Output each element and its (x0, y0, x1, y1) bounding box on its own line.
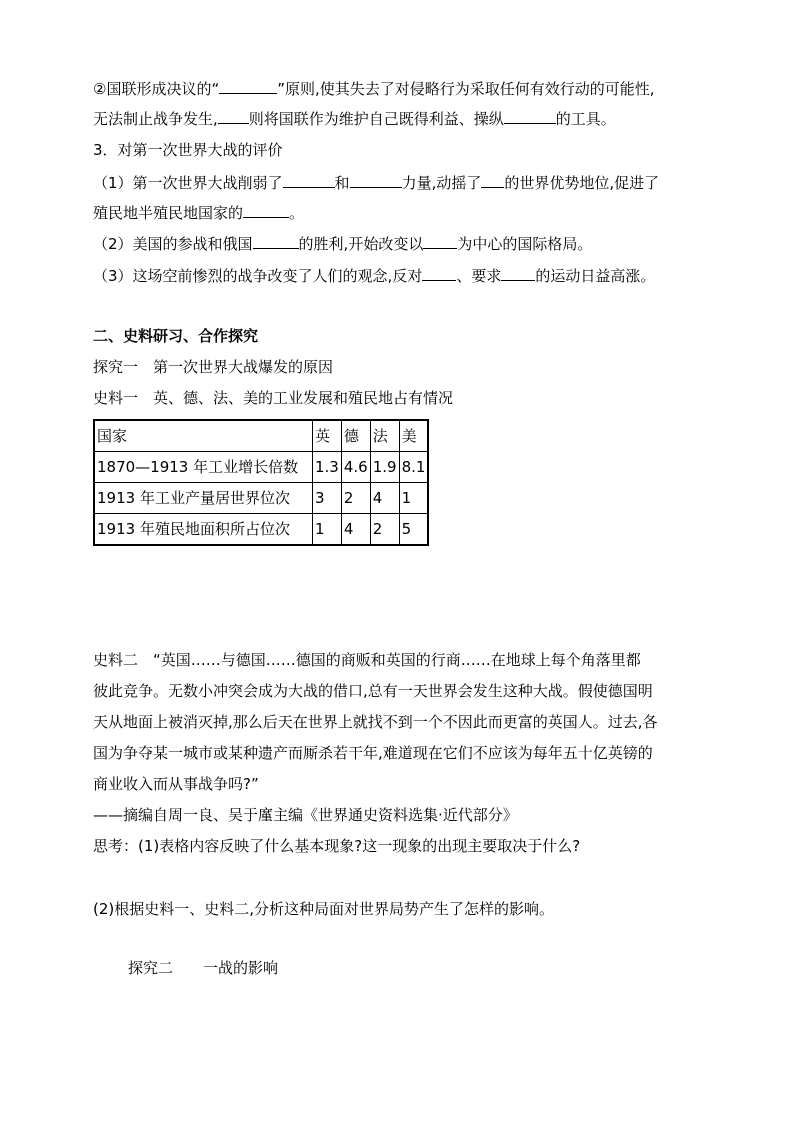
fill-blank[interactable] (504, 109, 556, 124)
text-segment: 的工具。 (555, 110, 616, 128)
fill-blank[interactable] (422, 266, 456, 281)
text-segment: 。 (289, 204, 305, 222)
text-segment: ”原则,使其失去了对侵略行为采取任何有效行动的可能性, (277, 80, 655, 98)
fill-blank[interactable] (219, 79, 277, 94)
fill-blank[interactable] (283, 173, 335, 188)
fill-blank[interactable] (423, 234, 457, 249)
table-cell: 4 (370, 483, 399, 514)
text-segment: 为中心的国际格局。 (457, 235, 593, 253)
text-segment: 力量,动摇了 (401, 174, 482, 192)
section-heading: 3．对第一次世界大战的评价 (93, 141, 283, 159)
citation: ——摘编自周一良、吴于廑主编《世界通史资料选集·近代部分》 (93, 806, 518, 824)
table-row-label: 1913 年殖民地面积所占位次 (94, 514, 313, 546)
text-segment: 殖民地半殖民地国家的 (93, 204, 244, 222)
table-cell: 2 (341, 483, 370, 514)
question: (2)根据史料一、史料二,分析这种局面对世界局势产生了怎样的影响。 (93, 900, 555, 918)
table-cell: 8.1 (399, 452, 428, 483)
table-header-row (94, 420, 428, 452)
source-text-line: 天从地面上被消灭掉,那么后天在世界上就找不到一个不因此而更富的英国人。过去,各 (93, 713, 658, 731)
text-segment: 、要求 (456, 267, 502, 285)
inquiry-heading: 探究二 一战的影响 (128, 959, 279, 977)
source-text-line: 彼此竞争。无数小冲突会成为大战的借口,总有一天世界会发生这种大战。假使德国明 (93, 682, 653, 700)
table-cell: 1.9 (370, 452, 399, 483)
fill-blank[interactable] (243, 203, 289, 218)
text-segment: （2）美国的参战和俄国 (93, 235, 253, 253)
fill-blank[interactable] (501, 266, 535, 281)
text-line (93, 266, 655, 286)
text-line (93, 173, 659, 193)
table-row-label: 1870—1913 年工业增长倍数 (94, 452, 313, 483)
fill-blank[interactable] (350, 173, 402, 188)
question: 思考：(1)表格内容反映了什么基本现象?这一现象的出现主要取决于什么? (93, 837, 581, 855)
data-table (93, 419, 429, 546)
table-header-cell: 美 (399, 420, 428, 452)
source-text-line: 史料二 “英国……与德国……德国的商贩和英国的行商……在地球上每个角落里都 (93, 651, 641, 669)
text-segment: 则将国联作为维护自己既得利益、操纵 (248, 110, 504, 128)
text-segment: 和 (334, 174, 350, 192)
text-line (93, 79, 655, 99)
table-cell: 4 (341, 514, 370, 546)
fill-blank[interactable] (218, 109, 249, 124)
text-segment: ②国联形成决议的“ (93, 80, 220, 98)
table-header-cell: 英 (313, 420, 342, 452)
table-cell: 2 (370, 514, 399, 546)
fill-blank[interactable] (481, 173, 504, 188)
section-title: 二、史料研习、合作探究 (93, 327, 259, 345)
source-title: 史料一 英、德、法、美的工业发展和殖民地占有情况 (93, 389, 454, 407)
source-text-line: 商业收入而从事战争吗?” (93, 775, 259, 793)
table-cell: 5 (399, 514, 428, 546)
table-row (94, 483, 428, 514)
text-segment: 的运动日益高涨。 (535, 267, 656, 285)
text-segment: 的世界优势地位,促进了 (504, 174, 660, 192)
table-cell: 1.3 (313, 452, 342, 483)
table-cell: 1 (313, 514, 342, 546)
table-header-cell: 国家 (94, 420, 313, 452)
table-row-label: 1913 年工业产量居世界位次 (94, 483, 313, 514)
text-line (93, 203, 304, 223)
table-cell: 4.6 (341, 452, 370, 483)
source-text-line: 国为争夺某一城市或某种遗产而厮杀若干年,难道现在它们不应该为每年五十亿英镑的 (93, 744, 653, 762)
inquiry-heading: 探究一 第一次世界大战爆发的原因 (93, 358, 334, 376)
text-line (93, 234, 592, 254)
table-cell: 3 (313, 483, 342, 514)
text-segment: 无法制止战争发生, (93, 110, 218, 128)
table-row (94, 452, 428, 483)
table-cell: 1 (399, 483, 428, 514)
table-header-cell: 法 (370, 420, 399, 452)
table-row (94, 514, 428, 546)
text-segment: （3）这场空前惨烈的战争改变了人们的观念,反对 (93, 267, 423, 285)
text-segment: （1）第一次世界大战削弱了 (93, 174, 283, 192)
text-segment: 的胜利,开始改变以 (298, 235, 424, 253)
text-line (93, 109, 616, 129)
fill-blank[interactable] (253, 234, 299, 249)
table-header-cell: 德 (341, 420, 370, 452)
